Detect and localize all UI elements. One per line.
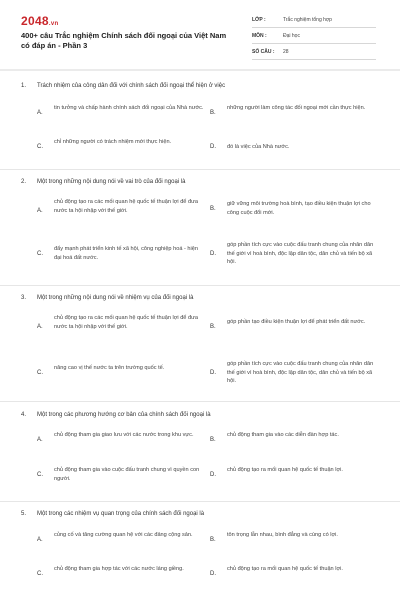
header-divider: [0, 69, 400, 71]
question-separator: [0, 401, 400, 402]
meta-value: Trắc nghiệm tổng hợp: [283, 17, 332, 23]
document-header: [0, 0, 400, 70]
question-number: 2.: [21, 179, 27, 185]
question-separator: [0, 501, 400, 502]
question-number: 3.: [21, 295, 27, 301]
question-number: 5.: [21, 511, 27, 517]
question-separator: [0, 169, 400, 170]
meta-value: Đại học: [283, 33, 300, 39]
meta-label: MÔN :: [252, 33, 267, 39]
site-logo[interactable]: 2048.vn: [21, 14, 59, 28]
meta-value: 28: [283, 49, 289, 55]
question-text: Một trong những nội dung nói về nhiệm vụ của đối ngoại là: [37, 295, 194, 301]
meta-row-class: [252, 12, 376, 28]
question-number: 1.: [21, 83, 27, 89]
meta-label: SỐ CÂU :: [252, 49, 275, 55]
meta-label: LỚP :: [252, 17, 266, 23]
question-text: Trách nhiệm của công dân đối với chính sách đối ngoại thể hiện ở việc: [37, 83, 226, 89]
meta-row-subject: [252, 28, 376, 44]
question-text: Một trong các phương hướng cơ bản của chính sách đối ngoại là: [37, 412, 211, 418]
question-text: Một trong những nội dung nói về vai trò của đối ngoại là: [37, 179, 186, 185]
question-number: 4.: [21, 412, 27, 418]
document-title: 400+ câu Trắc nghiệm Chính sách đối ngoại của Việt Nam có đáp án - Phần 3: [21, 31, 227, 50]
question-separator: [0, 285, 400, 286]
meta-table: [252, 12, 376, 60]
question-text: Một trong các nhiệm vụ quan trọng của chính sách đối ngoại là: [37, 511, 205, 517]
meta-row-count: [252, 44, 376, 60]
